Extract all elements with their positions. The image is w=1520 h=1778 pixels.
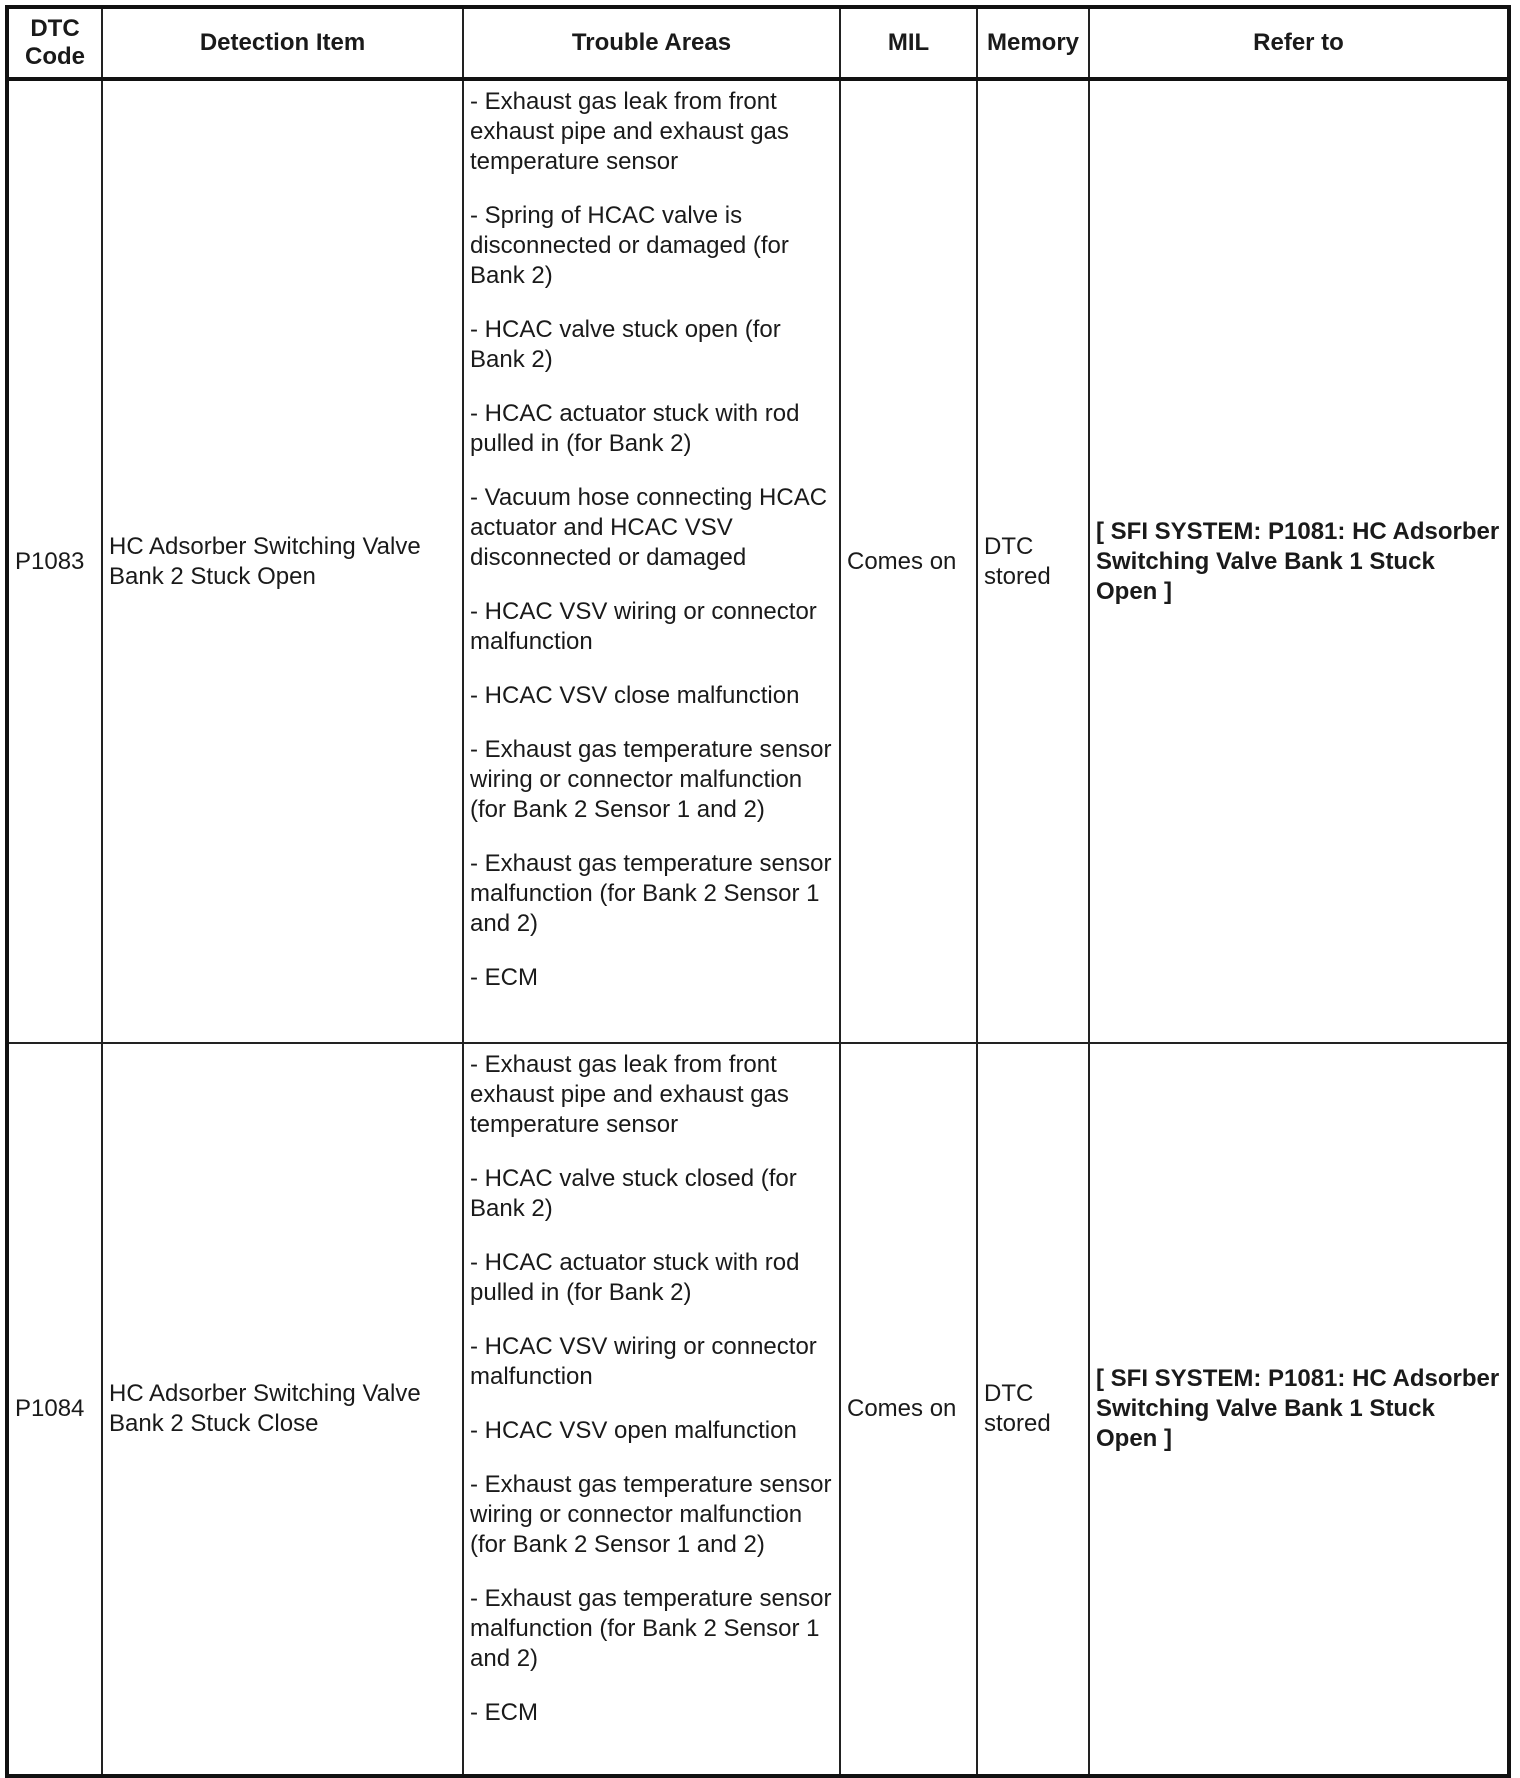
- trouble-areas-list: [470, 1050, 833, 1728]
- trouble-area-item: - Exhaust gas temperature sensor malfunction (for Bank 2 Sensor 1 and 2): [470, 1585, 832, 1672]
- trouble-area-item: - HCAC actuator stuck with rod pulled in (for Bank 2): [470, 1249, 800, 1306]
- table-body: [7, 79, 1509, 1776]
- trouble-area-item: - ECM: [470, 964, 538, 991]
- trouble-area-item: - HCAC VSV open malfunction: [470, 1417, 797, 1444]
- memory-cell: DTC stored: [977, 79, 1089, 1043]
- table-row: [7, 1043, 1509, 1776]
- trouble-area-item: - HCAC valve stuck closed (for Bank 2): [470, 1165, 797, 1222]
- trouble-area-item: - Exhaust gas leak from front exhaust pipe and exhaust gas temperature sensor: [470, 88, 789, 175]
- detection-item-cell: HC Adsorber Switching Valve Bank 2 Stuck Close: [102, 1043, 463, 1776]
- dtc-code-cell: P1084: [7, 1043, 102, 1776]
- header-dtc-code: DTC Code: [7, 7, 102, 79]
- trouble-areas-list: [470, 87, 833, 993]
- header-mil: MIL: [840, 7, 977, 79]
- mil-cell: Comes on: [840, 1043, 977, 1776]
- trouble-area-item: - Exhaust gas temperature sensor malfunction (for Bank 2 Sensor 1 and 2): [470, 850, 832, 937]
- header-row: [7, 7, 1509, 79]
- table-row: [7, 79, 1509, 1043]
- refer-to-link[interactable]: [ SFI SYSTEM: P1081: HC Adsorber Switching Valve Bank 1 Stuck Open ]: [1089, 1043, 1509, 1776]
- trouble-area-item: - HCAC VSV wiring or connector malfunction: [470, 598, 817, 655]
- dtc-code-cell: P1083: [7, 79, 102, 1043]
- trouble-area-item: - HCAC VSV close malfunction: [470, 682, 800, 709]
- trouble-area-item: - ECM: [470, 1699, 538, 1726]
- table-header: [7, 7, 1509, 79]
- trouble-areas-cell: [463, 79, 840, 1043]
- memory-cell: DTC stored: [977, 1043, 1089, 1776]
- detection-item-cell: HC Adsorber Switching Valve Bank 2 Stuck Open: [102, 79, 463, 1043]
- refer-to-link[interactable]: [ SFI SYSTEM: P1081: HC Adsorber Switching Valve Bank 1 Stuck Open ]: [1089, 79, 1509, 1043]
- trouble-area-item: - Exhaust gas temperature sensor wiring or connector malfunction (for Bank 2 Sensor 1 and 2): [470, 736, 832, 823]
- dtc-table-sheet: [5, 5, 1507, 1764]
- trouble-areas-cell: [463, 1043, 840, 1776]
- header-detection-item: Detection Item: [102, 7, 463, 79]
- trouble-area-item: - HCAC actuator stuck with rod pulled in (for Bank 2): [470, 400, 800, 457]
- trouble-area-item: - Spring of HCAC valve is disconnected or damaged (for Bank 2): [470, 202, 789, 289]
- trouble-area-item: - HCAC VSV wiring or connector malfunction: [470, 1333, 817, 1390]
- trouble-area-item: - Exhaust gas leak from front exhaust pipe and exhaust gas temperature sensor: [470, 1051, 789, 1138]
- trouble-area-item: - Exhaust gas temperature sensor wiring or connector malfunction (for Bank 2 Sensor 1 and 2): [470, 1471, 832, 1558]
- header-trouble-areas: Trouble Areas: [463, 7, 840, 79]
- dtc-table: [5, 5, 1511, 1778]
- trouble-area-item: - HCAC valve stuck open (for Bank 2): [470, 316, 781, 373]
- trouble-area-item: - Vacuum hose connecting HCAC actuator and HCAC VSV disconnected or damaged: [470, 484, 828, 571]
- mil-cell: Comes on: [840, 79, 977, 1043]
- header-memory: Memory: [977, 7, 1089, 79]
- header-refer-to: Refer to: [1089, 7, 1509, 79]
